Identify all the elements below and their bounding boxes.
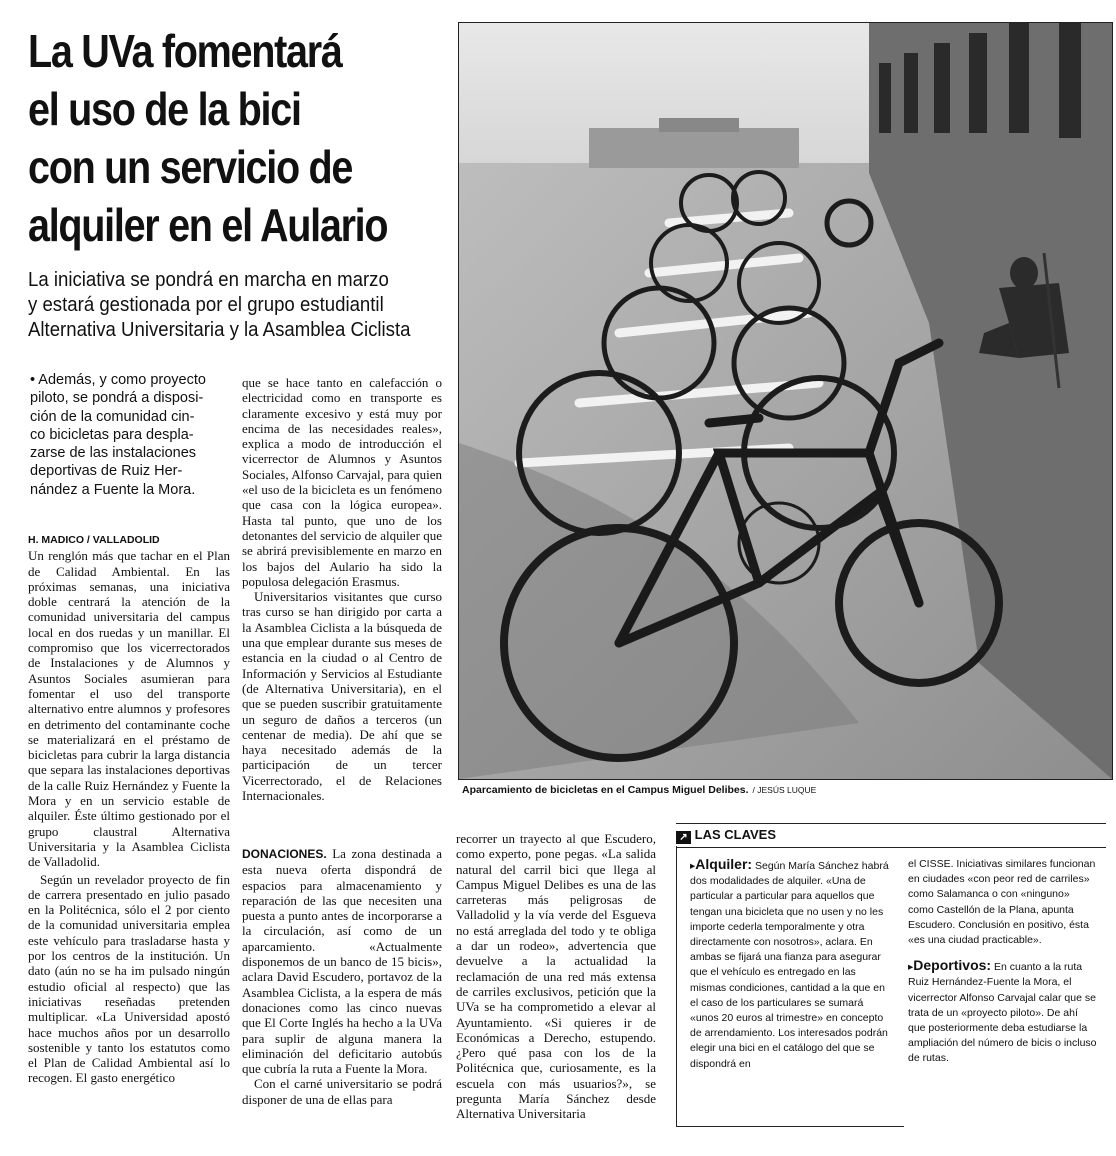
bullet-arrow-icon: ▸ [690, 860, 696, 872]
alquiler-text: Según María Sánchez habrá dos modalidades de alquiler. «Una de particular a particular para aquellos que tengan una bicicleta que no usen y no les importe cederla temporalmente y otra directamente con nosotros», aclara. En ambas se fijará una fianza para asegurar que el vehículo es entregado en las mismas condiciones, cantidad a la que en el caso de los particulares se sumará «unos 20 euros al trimestre» en concepto de arrendamiento. Los interesados podrán elegir una bici en el catálogo del que se dispondrá en [690, 860, 889, 1070]
bicycles-illustration [459, 23, 1112, 779]
subheadline [28, 268, 437, 343]
claves-column-1 [690, 857, 894, 1072]
headline-line: el uso de la bici [28, 83, 301, 135]
deportivos-text: En cuanto a la ruta Ruiz Hernández-Fuente la Mora, el vicerrector Alfonso Carvajal calar que se trata de un «proyecto piloto». De ahí que posteriormente deba estudiarse la ampliación del número de bicis o incluso de rutas. [908, 961, 1097, 1065]
bullet-arrow-icon: ▸ [908, 961, 914, 974]
caption-text: Aparcamiento de bicicletas en el Campus Miguel Delibes. [462, 784, 749, 796]
lead-line: deportivas de Ruiz Her- [30, 463, 183, 480]
deportivos-title: Deportivos: [913, 957, 992, 974]
section-runin: DONACIONES. [242, 847, 327, 861]
body-column-3 [456, 831, 656, 1122]
deportivos-item [908, 958, 1098, 1066]
section-title: LAS CLAVES [694, 827, 777, 842]
lead-line: piloto, se pondrá a disposi- [30, 390, 204, 407]
subheadline-line: y estará gestionada por el grupo estudiantil [28, 294, 384, 316]
photo-credit: / JESÚS LUQUE [752, 785, 817, 795]
lead-line: co bicicletas para despla- [30, 426, 194, 443]
divider [676, 823, 1106, 824]
paragraph: el CISSE. Iniciativas similares funcionan en ciudades «con peor red de carriles» como Salamanca o con «ninguno» como Castellón de la Plana, apunta Escudero. Conclusión en positivo, ésta «es una ciudad practicable». [908, 858, 1096, 947]
body-column-2 [242, 375, 442, 803]
paragraph [242, 846, 442, 1076]
paragraph: recorrer un trayecto al que Escudero, como experto, pone pegas. «La salida natural del carril bici que llega al Campus Miguel Delibes es una de las carreteras más peligrosas de Valladolid y la vía verde del Esgueva no está arreglada del todo y te obliga a dar un rodeo», advertencia que devuelve a la actualidad la reclamación de una red más extensa de carriles exclusivos, petición que la UVa se ha comprometido a elevar al Ayuntamiento. «Si quieres ir de Económicas a Derecho, estupendo. ¿Pero qué pasa con los de la Politécnica que, curiosamente, es la escuela con más usuarios?», se pregunta María Sánchez desde Alternativa Universitaria [456, 831, 656, 1122]
trend-icon: ↗ [676, 831, 691, 844]
paragraph-text: La zona destinada a esta nueva oferta dispondrá de espacios para almacenamiento y reparación de las que necesiten una puesta a punto antes de incorporarse a la circulación, así como de un aparcamiento. «Actualmente disponemos de un banco de 15 bicis», aclara David Escudero, portavoz de la Asamblea Ciclista, a la espera de más donaciones como las cinco nuevas que El Corte Inglés ha hecho a la UVa para suplir de alguna manera la eliminación del deficitario autobús que cubría la ruta a Fuente la Mora. [242, 846, 442, 1077]
las-claves-header [676, 823, 1106, 848]
subheadline-line: Alternativa Universitaria y la Asamblea Ciclista [28, 319, 411, 341]
alquiler-title: Alquiler: [695, 856, 753, 872]
lead-summary [30, 371, 245, 499]
photo-caption [462, 784, 1102, 796]
body-column-2-donaciones [242, 846, 442, 1107]
paragraph: Con el carné universitario se podrá disponer de una de ellas para [242, 1076, 442, 1107]
lead-line: zarse de las instalaciones [30, 445, 197, 462]
paragraph: Universitarios visitantes que curso tras curso se han dirigido por carta a la Asamblea Ciclista a la búsqueda de una que emplear durante sus meses de estancia en la ciudad o al Centro de Información y Servicios al Estudiante (de Alternativa Universitaria), en el que se pueden suscribir gratuitamente un seguro de daños a terceros (un centenar de media). De ahí que se haya necesitado además de la participación de un tercer Vicerrectorado, el de Relaciones Internacionales. [242, 589, 442, 804]
headline-line: con un servicio de [28, 141, 353, 193]
lead-line: • Además, y como proyecto [30, 372, 206, 388]
bicycle-parking-photo [458, 22, 1113, 780]
byline: H. MADICO / VALLADOLID [28, 534, 160, 546]
paragraph: que se hace tanto en calefacción o electricidad como en transporte es claramente excesivo y está muy por encima de las necesidades reales», explica a modo de introducción el vicerrector de Alumnos y Asuntos Sociales, Alfonso Carvajal, para quien «el uso de la bicicleta es un fenómeno que casa con la lógica europea». Hasta tal punto, que uno de los detonantes del servicio de alquiler que se abrirá previsiblemente en marzo en los bajos del Aulario ha sido la populosa delegación Erasmus. [242, 375, 442, 589]
body-column-1 [28, 533, 230, 1086]
lead-line: nández a Fuente la Mora. [30, 481, 196, 498]
paragraph: Un renglón más que tachar en el Plan de Calidad Ambiental. En las próximas semanas, una iniciativa doble centrará la atención de la comunidad universitaria del campus local en dos ruedas y un manillar. El compromiso que los vicerrectorados de Instalaciones y de Alumnos y Asuntos Sociales asumieran para fomentar el uso del transporte alternativo entre alumnos y profesores en detrimento del contaminante coche se materializará en el préstamo de bicicletas para cubrir la larga distancia que separa las instalaciones deportivas de la calle Ruiz Hernández y Fuente la Mora y en un servicio estable de alquiler. Éste último gestionado por el grupo claustral Alternativa Universitaria y la Asamblea Ciclista de Valladolid. [28, 548, 230, 870]
headline [28, 22, 389, 254]
headline-line: La UVa fomentará [28, 25, 342, 77]
lead-line: ción de la comunidad cin- [30, 408, 195, 425]
headline-line: alquiler en el Aulario [28, 199, 388, 251]
claves-column-2 [908, 857, 1098, 1067]
subheadline-line: La iniciativa se pondrá en marcha en marzo [28, 269, 389, 291]
paragraph: Según un revelador proyecto de fin de carrera presentado en julio pasado en la Politécnica, sólo el 2 por ciento de la comunidad universitaria emplea este vehículo para trasladarse hasta y por los centros de la institución. Un dato (aún no se ha im pulsado ningún estudio oficial al respecto) que las iniciativas reseñadas pretenden multiplicar. «La Universidad apostó hace muchos años por un desarrollo sostenible y tanto los estatutos como el Plan de Calidad Ambiental así lo recogen. El gasto energético [28, 871, 230, 1086]
